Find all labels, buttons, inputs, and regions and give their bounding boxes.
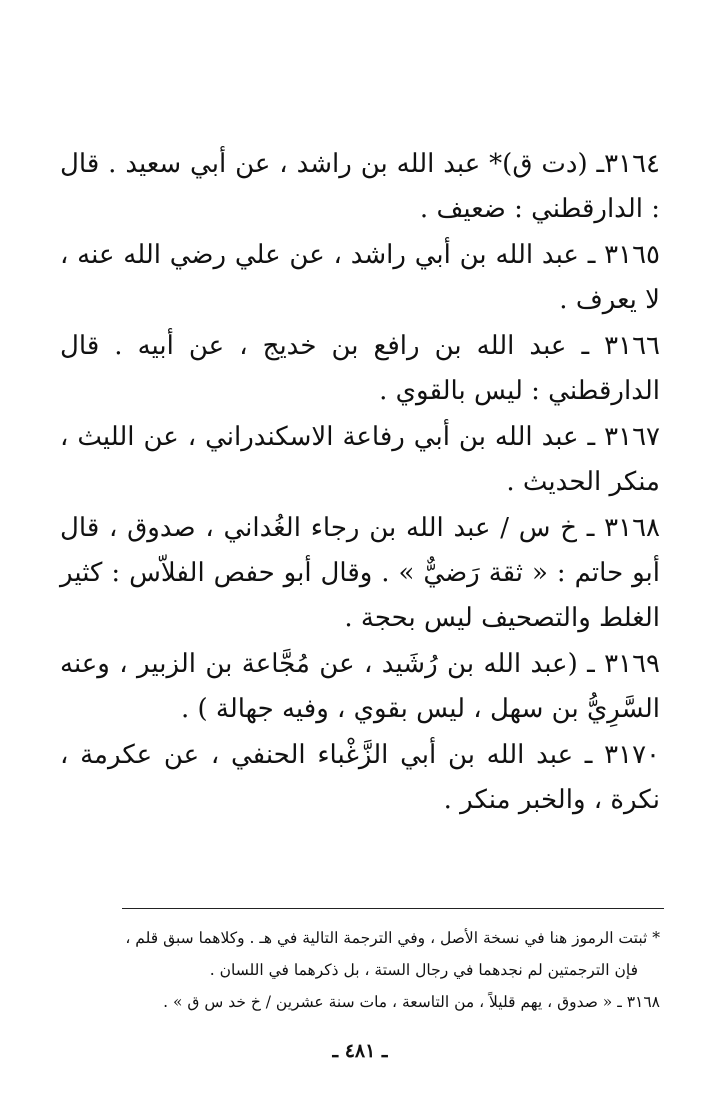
footnotes	[60, 922, 660, 1018]
footnote-3168: ٣١٦٨ ـ « صدوق ، يهم قليلاً ، من التاسعة ، مات سنة عشرين / خ خد س ق » .	[163, 993, 660, 1011]
footnote-star-line-1: * ثبتت الرموز هنا في نسخة الأصل ، وفي الترجمة التالية في هـ . وكلاهما سبق قلم ،	[125, 929, 660, 947]
entry-3164: ٣١٦٤ـ (دت ق)* عبد الله بن راشد ، عن أبي سعيد . قال : الدارقطني : ضعيف .	[60, 149, 660, 224]
entry-3168: ٣١٦٨ ـ خ س / عبد الله بن رجاء الغُداني ، صدوق ، قال أبو حاتم : « ثقة رَضيٌّ » . وقال أبو حفص الفلاّس : كثير الغلط والتصحيف ليس بحجة .	[60, 513, 660, 633]
entry-3165: ٣١٦٥ ـ عبد الله بن أبي راشد ، عن علي رضي الله عنه ، لا يعرف .	[60, 240, 660, 315]
entry-3166: ٣١٦٦ ـ عبد الله بن رافع بن خديج ، عن أبيه . قال الدارقطني : ليس بالقوي .	[60, 331, 660, 406]
footnote-divider	[122, 908, 664, 909]
entry-3170: ٣١٧٠ ـ عبد الله بن أبي الزَّغْباء الحنفي ، عن عكرمة ، نكرة ، والخبر منكر .	[60, 740, 660, 815]
entry-3167: ٣١٦٧ ـ عبد الله بن أبي رفاعة الاسكندراني ، عن الليث ، منكر الحديث .	[60, 422, 660, 497]
page-number: ـ ٤٨١ ـ	[332, 1040, 388, 1062]
entries-list	[60, 142, 660, 823]
footnote-star-line-2: فإن الترجمتين لم نجدهما في رجال الستة ، بل ذكرهما في اللسان .	[209, 961, 638, 979]
entry-3169: ٣١٦٩ ـ (عبد الله بن رُشَيد ، عن مُجَّاعة بن الزبير ، وعنه السَّرِيُّ بن سهل ، ليس بقوي ، وفيه جهالة ) .	[60, 649, 660, 724]
